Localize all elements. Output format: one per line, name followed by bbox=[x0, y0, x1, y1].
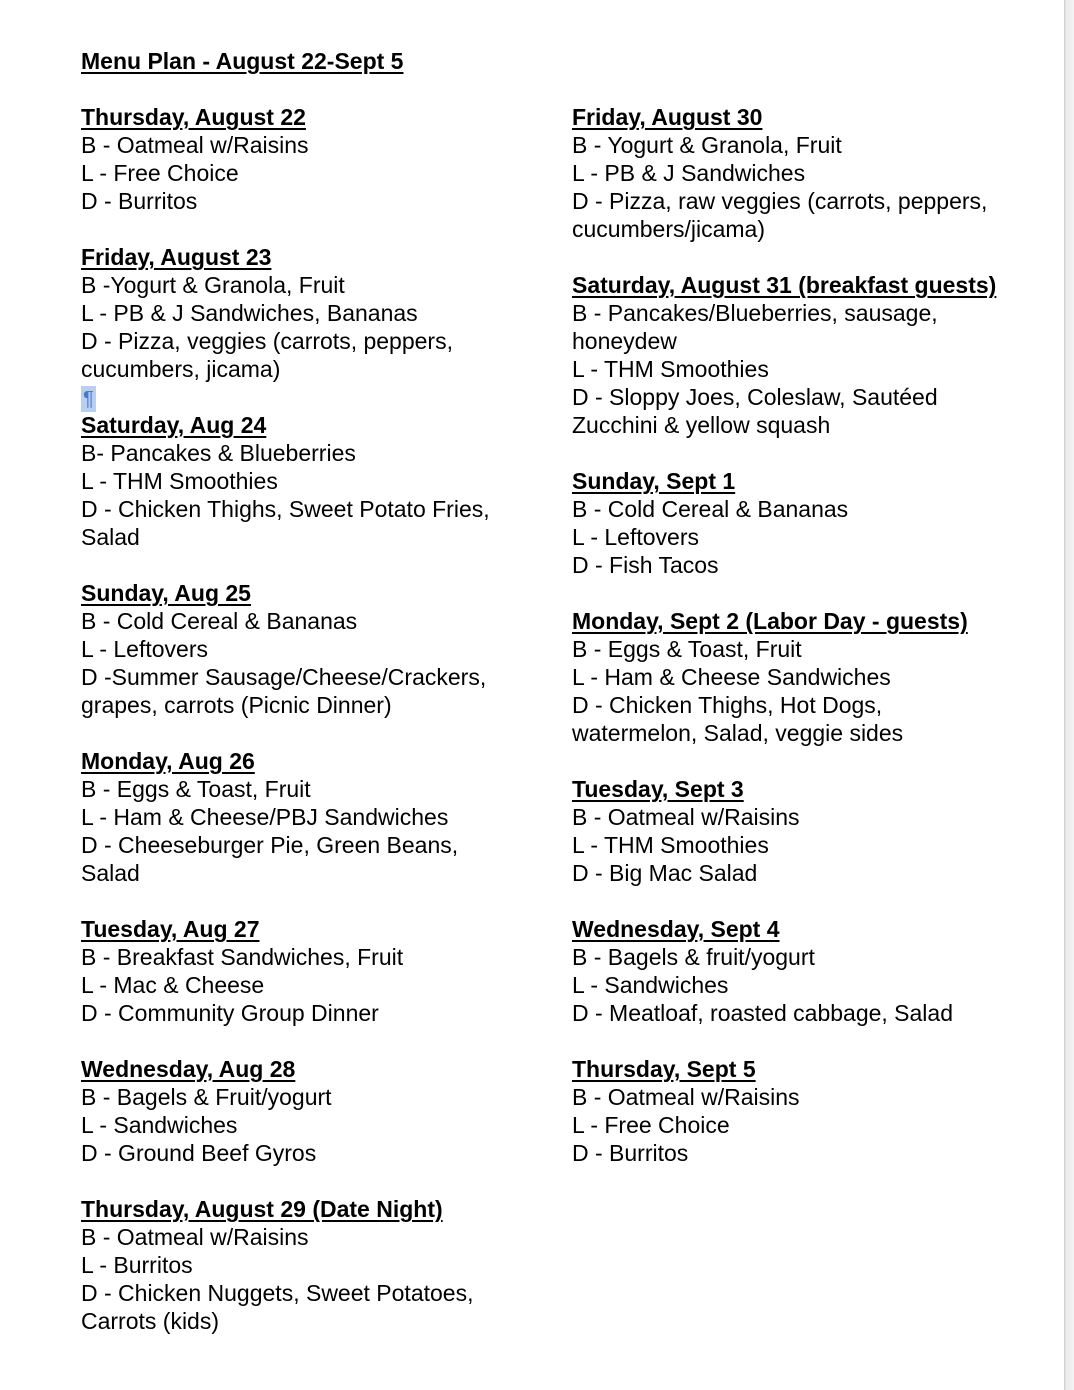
meal-line: B - Yogurt & Granola, Fruit bbox=[572, 132, 842, 158]
meal-line: B- Pancakes & Blueberries bbox=[81, 440, 356, 466]
meal-line: L - Free Choice bbox=[81, 160, 239, 186]
day-heading: Thursday, August 29 (Date Night) bbox=[81, 1196, 443, 1222]
meal-line: grapes, carrots (Picnic Dinner) bbox=[81, 692, 392, 718]
meal-line: B - Bagels & fruit/yogurt bbox=[572, 944, 815, 970]
page-edge-shadow bbox=[1064, 0, 1074, 1390]
meal-line: D - Chicken Thighs, Hot Dogs, bbox=[572, 692, 883, 718]
day-heading: Saturday, Aug 24 bbox=[81, 412, 267, 438]
selected-paragraph-mark: ¶ bbox=[83, 388, 94, 410]
meal-line: L - Leftovers bbox=[81, 636, 208, 662]
day-heading: Wednesday, Aug 28 bbox=[81, 1056, 296, 1082]
meal-line: D - Burritos bbox=[572, 1140, 689, 1166]
day-heading: Tuesday, Aug 27 bbox=[81, 916, 260, 942]
meal-line: L - THM Smoothies bbox=[572, 832, 769, 858]
meal-line: D - Burritos bbox=[81, 188, 198, 214]
meal-line: B - Oatmeal w/Raisins bbox=[572, 804, 800, 830]
meal-line: D - Pizza, veggies (carrots, peppers, bbox=[81, 328, 453, 354]
meal-line: D - Cheeseburger Pie, Green Beans, bbox=[81, 832, 459, 858]
meal-line: L - Ham & Cheese Sandwiches bbox=[572, 664, 891, 690]
meal-line: Zucchini & yellow squash bbox=[572, 412, 831, 438]
meal-line: B - Bagels & Fruit/yogurt bbox=[81, 1084, 332, 1110]
meal-line: D -Summer Sausage/Cheese/Crackers, bbox=[81, 664, 487, 690]
meal-line: Carrots (kids) bbox=[81, 1308, 220, 1334]
meal-line: B - Cold Cereal & Bananas bbox=[572, 496, 849, 522]
day-heading: Wednesday, Sept 4 bbox=[572, 916, 780, 942]
day-heading: Sunday, Sept 1 bbox=[572, 468, 736, 494]
meal-line: cucumbers, jicama) bbox=[81, 356, 281, 382]
day-heading: Tuesday, Sept 3 bbox=[572, 776, 744, 802]
meal-line: Salad bbox=[81, 860, 140, 886]
meal-line: L - Mac & Cheese bbox=[81, 972, 265, 998]
meal-line: B - Oatmeal w/Raisins bbox=[572, 1084, 800, 1110]
meal-line: B - Pancakes/Blueberries, sausage, bbox=[572, 300, 938, 326]
day-heading: Monday, Sept 2 (Labor Day - guests) bbox=[572, 608, 968, 634]
meal-line: L - Leftovers bbox=[572, 524, 699, 550]
day-heading: Thursday, August 22 bbox=[81, 104, 306, 130]
meal-line: D - Fish Tacos bbox=[572, 552, 719, 578]
day-heading: Thursday, Sept 5 bbox=[572, 1056, 756, 1082]
meal-line: B - Eggs & Toast, Fruit bbox=[572, 636, 802, 662]
pilcrow-mark bbox=[81, 383, 96, 411]
meal-line: D - Chicken Nuggets, Sweet Potatoes, bbox=[81, 1280, 474, 1306]
meal-line: L - PB & J Sandwiches, Bananas bbox=[81, 300, 418, 326]
meal-line: B - Eggs & Toast, Fruit bbox=[81, 776, 311, 802]
meal-line: D - Meatloaf, roasted cabbage, Salad bbox=[572, 1000, 954, 1026]
meal-line: honeydew bbox=[572, 328, 677, 354]
meal-line: B - Oatmeal w/Raisins bbox=[81, 132, 309, 158]
day-heading: Sunday, Aug 25 bbox=[81, 580, 251, 606]
meal-line: L - PB & J Sandwiches bbox=[572, 160, 806, 186]
meal-line: watermelon, Salad, veggie sides bbox=[572, 720, 904, 746]
meal-line: L - Ham & Cheese/PBJ Sandwiches bbox=[81, 804, 449, 830]
meal-line: L - Sandwiches bbox=[572, 972, 729, 998]
meal-line: Salad bbox=[81, 524, 140, 550]
meal-line: D - Pizza, raw veggies (carrots, peppers, bbox=[572, 188, 988, 214]
day-heading: Friday, August 30 bbox=[572, 104, 763, 130]
day-heading: Saturday, August 31 (breakfast guests) bbox=[572, 272, 997, 298]
meal-line: D - Chicken Thighs, Sweet Potato Fries, bbox=[81, 496, 490, 522]
meal-line: L - THM Smoothies bbox=[81, 468, 278, 494]
meal-line: D - Big Mac Salad bbox=[572, 860, 758, 886]
meal-line: B - Oatmeal w/Raisins bbox=[81, 1224, 309, 1250]
page-title: Menu Plan - August 22-Sept 5 bbox=[81, 48, 404, 74]
meal-line: L - THM Smoothies bbox=[572, 356, 769, 382]
meal-line: L - Burritos bbox=[81, 1252, 193, 1278]
meal-line: cucumbers/jicama) bbox=[572, 216, 765, 242]
meal-line: L - Free Choice bbox=[572, 1112, 730, 1138]
meal-line: L - Sandwiches bbox=[81, 1112, 238, 1138]
left-column bbox=[81, 0, 551, 1390]
meal-line: B - Breakfast Sandwiches, Fruit bbox=[81, 944, 404, 970]
day-heading: Monday, Aug 26 bbox=[81, 748, 255, 774]
meal-line: D - Community Group Dinner bbox=[81, 1000, 379, 1026]
meal-line: B -Yogurt & Granola, Fruit bbox=[81, 272, 345, 298]
day-heading: Friday, August 23 bbox=[81, 244, 272, 270]
meal-line: B - Cold Cereal & Bananas bbox=[81, 608, 358, 634]
meal-line: D - Ground Beef Gyros bbox=[81, 1140, 317, 1166]
right-column bbox=[572, 0, 1042, 1390]
meal-line: D - Sloppy Joes, Coleslaw, Sautéed bbox=[572, 384, 938, 410]
